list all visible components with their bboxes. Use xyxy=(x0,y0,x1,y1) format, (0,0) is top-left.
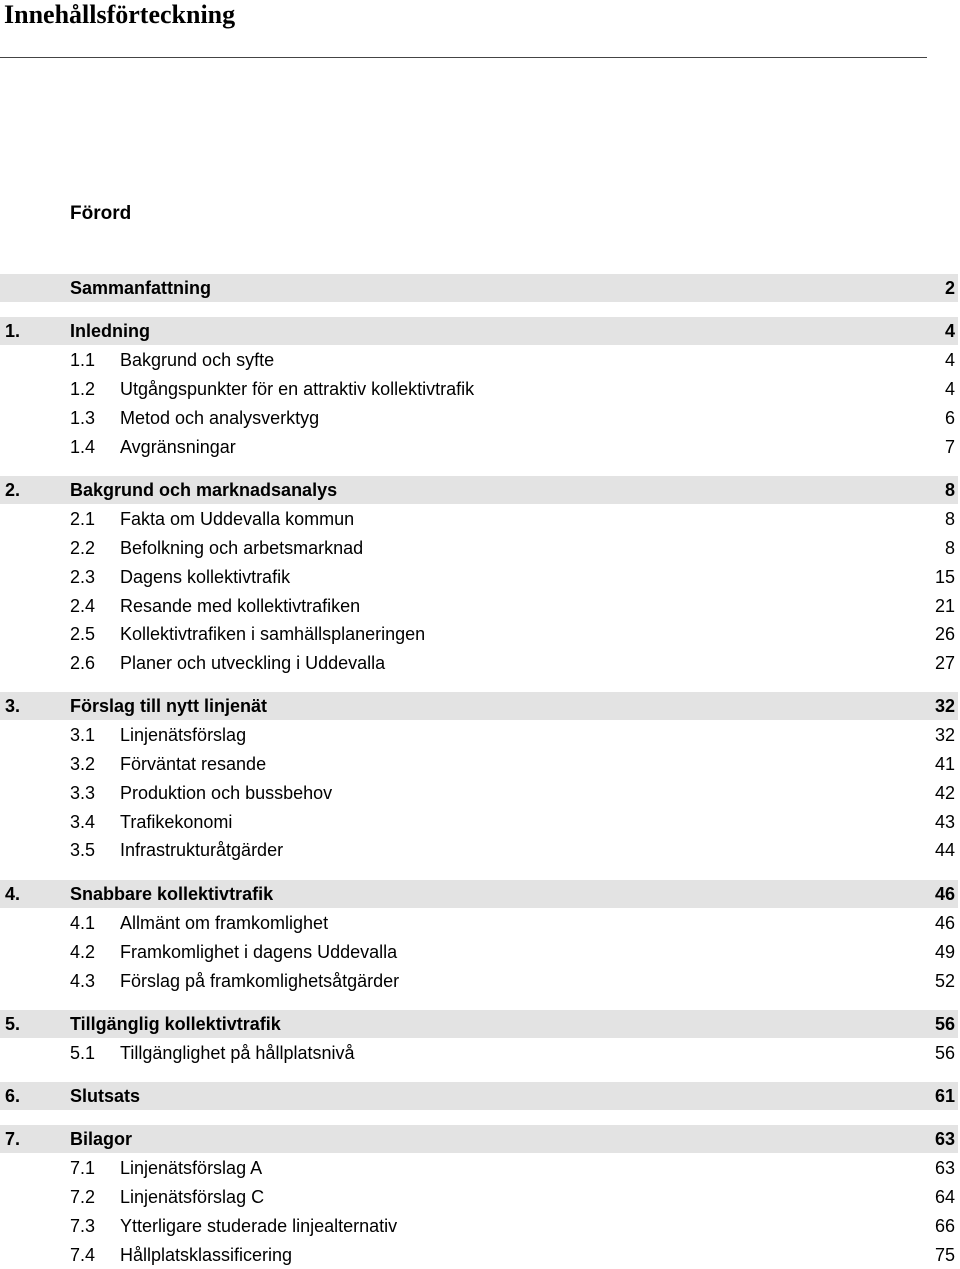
toc-section-row[interactable] xyxy=(0,836,958,864)
toc-chapter-row[interactable] xyxy=(0,1125,958,1153)
toc-entry-page: 21 xyxy=(934,596,955,616)
toc-entry-title: Bakgrund och syfte xyxy=(120,350,275,370)
toc-entry-title: Förslag till nytt linjenät xyxy=(70,696,268,716)
toc-section-row[interactable] xyxy=(0,592,958,620)
toc-entry-number: 6. xyxy=(5,1086,21,1106)
toc-entry-title: Linjenätsförslag A xyxy=(120,1158,263,1178)
toc-section-row[interactable] xyxy=(0,505,958,533)
toc-entry-number: 3. xyxy=(5,696,21,716)
toc-entry-title: Slutsats xyxy=(70,1086,141,1106)
toc-section-row[interactable] xyxy=(0,779,958,807)
page-title: Innehållsförteckning xyxy=(4,0,236,29)
toc-entry-title: Framkomlighet i dagens Uddevalla xyxy=(120,942,398,962)
toc-entry-page: 64 xyxy=(934,1187,955,1207)
toc-entry-title: Linjenätsförslag xyxy=(120,725,247,745)
toc-section-row[interactable] xyxy=(0,433,958,461)
toc-entry-number: 4. xyxy=(5,884,21,904)
toc-entry-page: 42 xyxy=(934,783,955,803)
toc-entry-page: 7 xyxy=(944,437,955,457)
toc-entry-number: 1. xyxy=(5,321,21,341)
toc-entry-page: 75 xyxy=(934,1245,955,1265)
toc-entry-title: Bilagor xyxy=(70,1129,133,1149)
toc-entry-page: 56 xyxy=(934,1014,955,1034)
toc-chapter-row[interactable] xyxy=(0,880,958,908)
toc-entry-title: Fakta om Uddevalla kommun xyxy=(120,509,355,529)
toc-entry-title: Inledning xyxy=(70,321,150,341)
toc-entry-page: 4 xyxy=(944,321,955,341)
toc-section-row[interactable] xyxy=(0,375,958,403)
toc-section-row[interactable] xyxy=(0,404,958,432)
toc-entry-number: 5.1 xyxy=(70,1043,96,1063)
toc-entry-title: Utgångspunkter för en attraktiv kollektivtrafik xyxy=(120,379,475,399)
toc-entry-title: Avgränsningar xyxy=(120,437,236,457)
toc-entry-number: 1.3 xyxy=(70,408,96,428)
toc-entry-title: Produktion och bussbehov xyxy=(120,783,333,803)
toc-section-row[interactable] xyxy=(0,1154,958,1182)
toc-entry-number: 2.6 xyxy=(70,653,96,673)
toc-entry-title: Linjenätsförslag C xyxy=(120,1187,265,1207)
toc-entry-title: Allmänt om framkomlighet xyxy=(120,913,329,933)
toc-entry-number: 1.4 xyxy=(70,437,96,457)
toc-entry-page: 32 xyxy=(934,696,955,716)
toc-entry-number: 4.1 xyxy=(70,913,96,933)
toc-section-row[interactable] xyxy=(0,563,958,591)
toc-entry-number: 3.1 xyxy=(70,725,96,745)
toc-entry-page: 61 xyxy=(934,1086,955,1106)
toc-entry-title: Trafikekonomi xyxy=(120,812,233,832)
toc-entry-page: 44 xyxy=(934,840,955,860)
toc-entry-title: Bakgrund och marknadsanalys xyxy=(70,480,338,500)
toc-section-row[interactable] xyxy=(0,620,958,648)
toc-section-row[interactable] xyxy=(0,346,958,374)
toc-entry-page: 52 xyxy=(934,971,955,991)
toc-entry-title: Infrastrukturåtgärder xyxy=(120,840,284,860)
toc-entry-page: 8 xyxy=(944,480,955,500)
toc-entry-title: Kollektivtrafiken i samhällsplaneringen xyxy=(120,624,426,644)
toc-entry-page: 49 xyxy=(934,942,955,962)
toc-entry-number: 4.2 xyxy=(70,942,96,962)
toc-entry-number: 7.4 xyxy=(70,1245,96,1265)
toc-section-row[interactable] xyxy=(0,967,958,995)
toc-entry-number: 7.1 xyxy=(70,1158,96,1178)
toc-entry-title: Förslag på framkomlighetsåtgärder xyxy=(120,971,400,991)
toc-chapter-row[interactable] xyxy=(0,274,958,302)
toc-entry-page: 2 xyxy=(944,278,955,298)
toc-entry-title: Planer och utveckling i Uddevalla xyxy=(120,653,386,673)
toc-entry-page: 46 xyxy=(934,913,955,933)
toc-entry-title: Resande med kollektivtrafiken xyxy=(120,596,361,616)
toc-entry-title: Förväntat resande xyxy=(120,754,267,774)
toc-section-row[interactable] xyxy=(0,1039,958,1067)
toc-entry-title: Hållplatsklassificering xyxy=(120,1245,293,1265)
toc-section-row[interactable] xyxy=(0,938,958,966)
toc-entry-title: Ytterligare studerade linjealternativ xyxy=(120,1216,398,1236)
toc-entry-number: 2. xyxy=(5,480,21,500)
toc-entry-number: 2.3 xyxy=(70,567,96,587)
toc-entry-number: 3.5 xyxy=(70,840,96,860)
toc-entry-page: 4 xyxy=(944,350,955,370)
toc-entry-number: 3.2 xyxy=(70,754,96,774)
toc-section-row[interactable] xyxy=(0,750,958,778)
toc-entry-page: 63 xyxy=(934,1129,955,1149)
toc-section-row[interactable] xyxy=(0,649,958,677)
toc-entry-page: 66 xyxy=(934,1216,955,1236)
toc-entry-page: 41 xyxy=(934,754,955,774)
toc-entry-title: Tillgänglig kollektivtrafik xyxy=(70,1014,281,1034)
foreword-heading[interactable]: Förord xyxy=(70,203,132,224)
toc-entry-number: 5. xyxy=(5,1014,21,1034)
toc-entry-number: 3.3 xyxy=(70,783,96,803)
toc-entry-page: 4 xyxy=(944,379,955,399)
toc-entry-page: 8 xyxy=(944,538,955,558)
toc-entry-title: Sammanfattning xyxy=(70,278,212,298)
toc-entry-title: Tillgänglighet på hållplatsnivå xyxy=(120,1043,355,1063)
toc-entry-page: 27 xyxy=(934,653,955,673)
toc-entry-number: 2.4 xyxy=(70,596,96,616)
toc-entry-page: 43 xyxy=(934,812,955,832)
toc-entry-page: 15 xyxy=(934,567,955,587)
toc-entry-number: 7.2 xyxy=(70,1187,96,1207)
toc-section-row[interactable] xyxy=(0,909,958,937)
toc-entry-page: 8 xyxy=(944,509,955,529)
toc-section-row[interactable] xyxy=(0,1212,958,1240)
toc-entry-number: 1.1 xyxy=(70,350,96,370)
toc-entry-page: 46 xyxy=(934,884,955,904)
toc-entry-page: 63 xyxy=(934,1158,955,1178)
toc-entry-title: Metod och analysverktyg xyxy=(120,408,320,428)
toc-chapter-row[interactable] xyxy=(0,1082,958,1110)
toc-entry-page: 32 xyxy=(934,725,955,745)
toc-entry-number: 4.3 xyxy=(70,971,96,991)
toc-section-row[interactable] xyxy=(0,721,958,749)
toc-chapter-row[interactable] xyxy=(0,692,958,720)
toc-entry-number: 3.4 xyxy=(70,812,96,832)
toc-entry-page: 56 xyxy=(934,1043,955,1063)
toc-entry-number: 7.3 xyxy=(70,1216,96,1236)
toc-entry-title: Befolkning och arbetsmarknad xyxy=(120,538,364,558)
toc-section-row[interactable] xyxy=(0,1183,958,1211)
toc-section-row[interactable] xyxy=(0,808,958,836)
toc-entry-page: 6 xyxy=(944,408,955,428)
toc-entry-title: Dagens kollektivtrafik xyxy=(120,567,291,587)
toc-entry-title: Snabbare kollektivtrafik xyxy=(70,884,274,904)
toc-entry-number: 7. xyxy=(5,1129,21,1149)
toc-entry-number: 2.2 xyxy=(70,538,96,558)
toc-section-row[interactable] xyxy=(0,1241,958,1269)
toc-chapter-row[interactable] xyxy=(0,476,958,504)
toc-entry-number: 2.5 xyxy=(70,624,96,644)
toc-entry-number: 2.1 xyxy=(70,509,96,529)
toc-chapter-row[interactable] xyxy=(0,317,958,345)
toc-entry-number: 1.2 xyxy=(70,379,96,399)
toc-section-row[interactable] xyxy=(0,534,958,562)
toc-entry-page: 26 xyxy=(934,624,955,644)
toc-chapter-row[interactable] xyxy=(0,1010,958,1038)
